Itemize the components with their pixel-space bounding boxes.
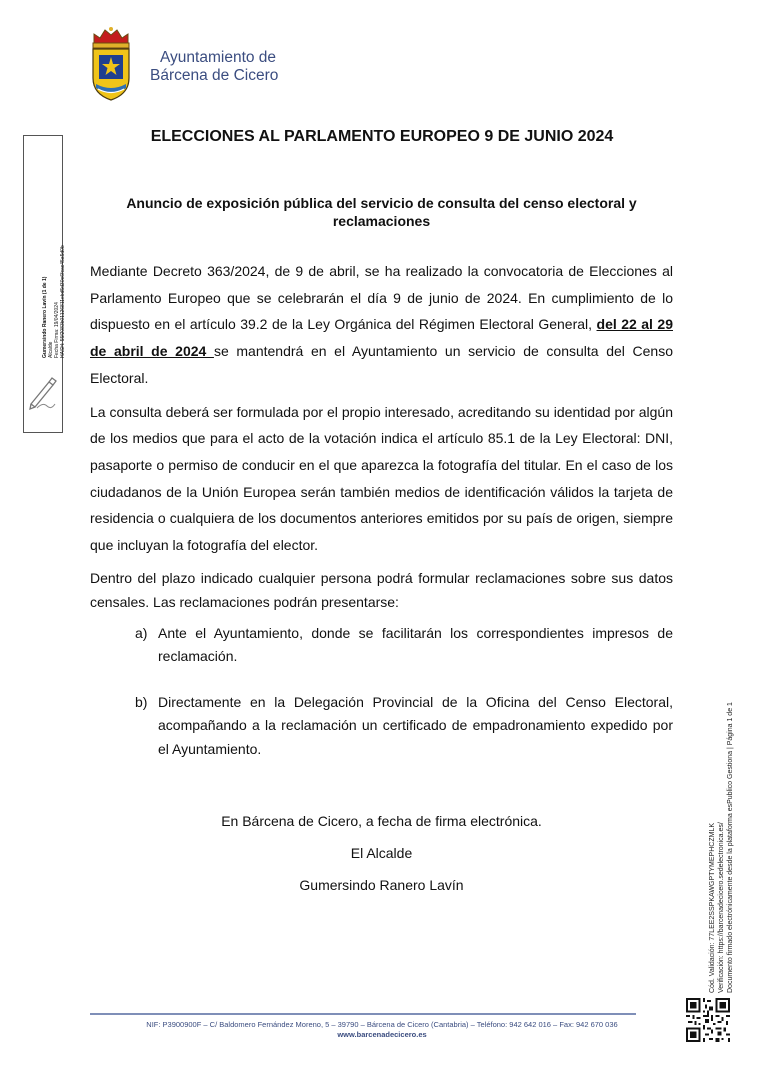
signature-stamp-text (42, 218, 66, 358)
closing-block (90, 811, 673, 907)
claims-list (90, 622, 673, 762)
list-marker: a) (135, 624, 148, 641)
paragraph-1 (90, 258, 673, 392)
document-subtitle: Anuncio de exposición pública del servicio de consulta del censo electoral y reclamaciones (126, 195, 637, 229)
document-title: ELECCIONES AL PARLAMENTO EUROPEO 9 DE JUNIO 2024 (150, 128, 614, 145)
list-item (90, 622, 673, 669)
verification-url: Verificación: https://barcenadecicero.sedelectronica.es/ (718, 822, 725, 993)
footer-website-link[interactable]: www.barcenadecicero.es (337, 1030, 427, 1039)
list-item-text: Ante el Ayuntamiento, donde se facilitarán los correspondientes impresos de reclamación. (158, 624, 673, 665)
paragraph-3: Dentro del plazo indicado cualquier persona podrá formular reclamaciones sobre sus datos censales. Las reclamaciones podrán presentarse: (90, 569, 673, 610)
closing-role: El Alcalde (350, 845, 413, 861)
org-line-1: Ayuntamiento de (160, 49, 277, 66)
paragraph-1-start: Mediante Decreto 363/2024, de 9 de abril, se ha realizado la convocatoria de Elecciones al Parlamento Europeo que se celebrarán el día 9 de junio de 2024. En cumplimiento de lo dispuesto en el artículo 39.2 de la Ley Orgánica del Régimen Electoral General, (90, 263, 673, 333)
list-item-text: Directamente en la Delegación Provincial de la Oficina del Censo Electoral, acompañando a la reclamación un certificado de empadronamiento expedido por el Ayuntamiento. (158, 693, 673, 757)
signature-hash: HASH: 55f2083b01126811ebd5d30e6fcac45a5d0b (60, 245, 66, 358)
signer-role: Alcalde (48, 341, 54, 358)
closing-name: Gumersindo Ranero Lavín (299, 877, 464, 893)
list-item (90, 691, 673, 762)
closing-place: En Bárcena de Cicero, a fecha de firma electrónica. (221, 813, 542, 829)
list-marker: b) (135, 693, 148, 710)
coat-of-arms-icon (88, 26, 134, 102)
consultation-period: del 22 al 29 de abril de 2024 (90, 316, 673, 360)
validation-code: Cód. Validación: 77LEE2SSPKAWGPTYMEPHCZMLK (709, 822, 716, 993)
paragraph-1-end: se mantendrá en el Ayuntamiento un servicio de consulta del Censo Electoral. (90, 343, 674, 386)
platform-note: Documento firmado electrónicamente desde la plataforma esPublico Gestiona | Página 1 de 1 (727, 702, 734, 993)
signature-date: Fecha Firma: 19/04/2024 (54, 302, 60, 358)
verification-text (708, 702, 735, 993)
municipality-name (150, 49, 278, 85)
signer-line: Gumersindo Ranero Lavín (1 de 1) (42, 276, 48, 358)
footer-address: NIF: P3900900F – C/ Baldomero Fernández Moreno, 5 – 39790 – Bárcena de Cicero (Cantabria) – Teléfono: 942 642 016 – Fax: 942 670 036 (146, 1020, 618, 1029)
footer (0, 1020, 764, 1040)
signature-pen-icon (27, 374, 59, 412)
footer-divider (90, 1013, 636, 1015)
paragraph-2: La consulta deberá ser formulada por el propio interesado, acreditando su identidad por algún de los medios que para el acto de la votación indica el artículo 85.1 de la Ley Electoral: DNI, pasaporte o permiso de conducir en el que aparezca la fotografía del titular. En el caso de los ciudadanos de la Unión Europea serán también medios de identificación válidos la tarjeta de residencia o cualquiera de los documentos anteriores emitidos por su país de origen, siempre que incluyan la fotografía del elector. (90, 403, 673, 554)
org-line-2: Bárcena de Cicero (150, 67, 279, 84)
document-body (90, 258, 673, 761)
